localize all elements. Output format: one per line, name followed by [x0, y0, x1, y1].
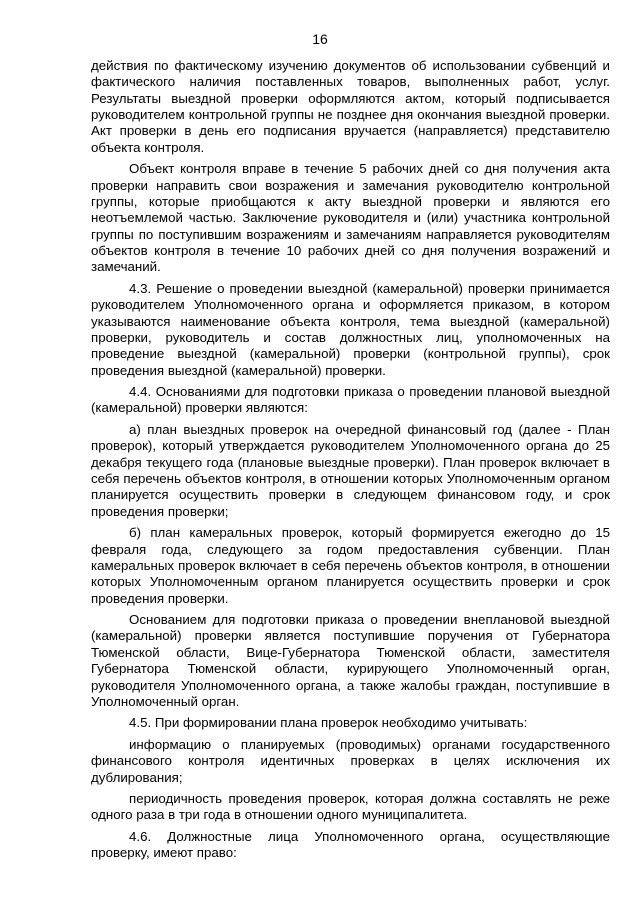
document-body	[91, 58, 610, 867]
paragraph-continuation: действия по фактическому изучению документов об использовании субвенций и фактического наличия поставленных товаров, выполненных работ, услуг. Результаты выездной проверки оформляются актом, который подписывается руководителем контрольной группы не позднее дня окончания выездной проверки. Акт проверки в день его подписания вручается (направляется) представителю объекта контроля.	[91, 58, 610, 155]
paragraph-4-4-a: а) план выездных проверок на очередной финансовый год (далее - План проверок), который утверждается руководителем Уполномоченного органа до 25 декабря текущего года (плановые выездные проверки). План проверок включает в себя перечень объектов контроля, в отношении которых Уполномоченным органом планируется осуществить проверки в следующем финансовом году, и срок проведения проверки;	[91, 421, 610, 519]
paragraph-4-4: 4.4. Основаниями для подготовки приказа о проведении плановой выездной (камеральной) проверки являются:	[91, 384, 610, 416]
paragraph-4-5-info: информацию о планируемых (проводимых) органами государственного финансового контроля идентичных проверках в целях исключения их дублирования;	[91, 736, 610, 785]
page-number: 16	[312, 31, 328, 47]
paragraph-4-3: 4.3. Решение о проведении выездной (камеральной) проверки принимается руководителем Уполномоченного органа и оформляется приказом, в котором указываются наименование объекта контроля, тема выездной (камеральной) проверки, руководитель и состав должностных лиц, уполномоченных на проведение выездной (камеральной) проверки (контрольной группы), срок проведения выездной (камеральной) проверки.	[91, 280, 610, 378]
paragraph-4-5: 4.5. При формировании плана проверок необходимо учитывать:	[129, 715, 528, 731]
paragraph-objections: Объект контроля вправе в течение 5 рабочих дней со дня получения акта проверки направить свои возражения и замечания руководителю контрольной группы, которые приобщаются к акту выездной проверки и являются его неотъемлемой частью. Заключение руководителя и (или) участника контрольной группы по поступившим возражениям и замечаниям направляется руководителям объектов контроля в течение 10 рабочих дней со дня получения возражений и замечаний.	[91, 161, 610, 275]
paragraph-4-6: 4.6. Должностные лица Уполномоченного органа, осуществляющие проверку, имеют право:	[91, 829, 610, 861]
paragraph-4-5-periodicity: периодичность проведения проверок, которая должна составлять не реже одного раза в три года в отношении одного муниципалитета.	[91, 791, 610, 823]
paragraph-unscheduled-basis: Основанием для подготовки приказа о проведении внеплановой выездной (камеральной) проверки является поступившие поручения от Губернатора Тюменской области, Вице-Губернатора Тюменской области, заместителя Губернатора Тюменской области, курирующего Уполномоченный орган, руководителя Уполномоченного органа, а также жалобы граждан, поступившие в Уполномоченный орган.	[91, 612, 610, 709]
paragraph-4-4-b: б) план камеральных проверок, который формируется ежегодно до 15 февраля года, следующего за годом предоставления субвенции. План камеральных проверок включает в себя перечень объектов контроля, в отношении которых Уполномоченным органом планируется осуществить проверки и срок проведения проверки.	[91, 525, 610, 606]
